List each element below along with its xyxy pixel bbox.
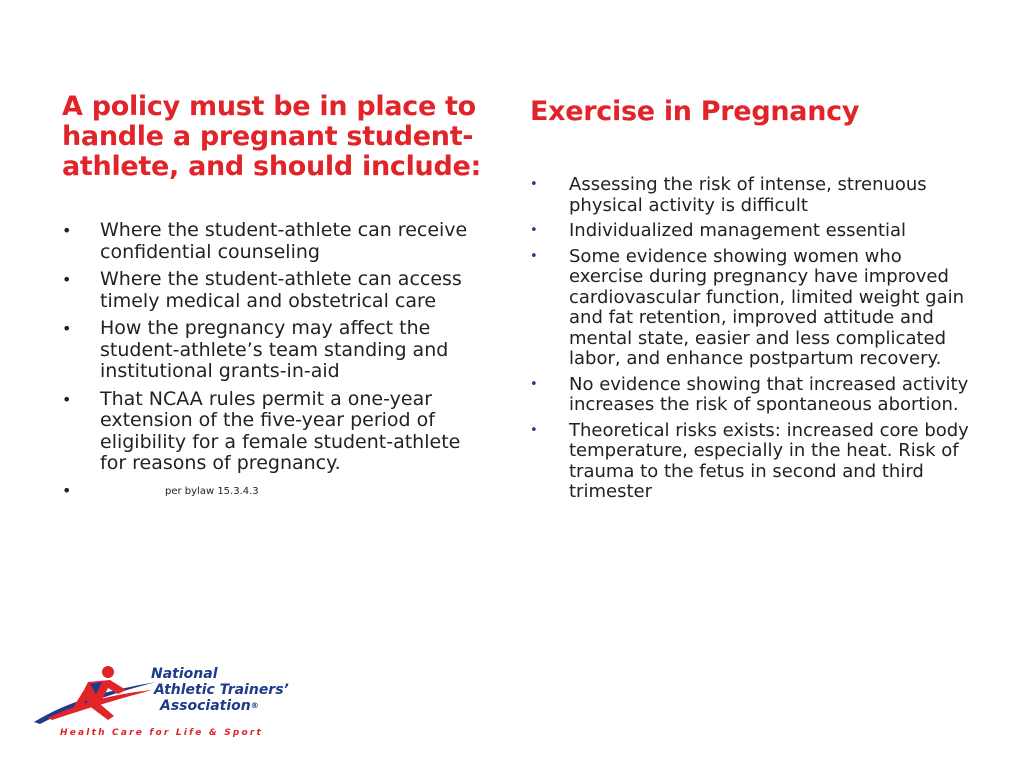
citation: per bylaw 15.3.4.3 — [165, 485, 259, 497]
bullet-icon: • — [62, 389, 72, 409]
bullet-icon: • — [530, 376, 538, 392]
right-heading: Exercise in Pregnancy — [530, 96, 860, 127]
bullet-icon: • — [62, 270, 72, 289]
list-item: • Where the student-athlete can access timely medical and obstetrical care — [62, 268, 462, 312]
logo-line-3: Association® — [160, 698, 259, 714]
bullet-icon: • — [530, 177, 538, 192]
logo-line-1: National — [151, 666, 218, 682]
right-bullet-list — [530, 175, 970, 503]
list-item: • Assessing the risk of intense, strenuous physical activity is difficult — [530, 174, 927, 216]
bullet-icon: • — [62, 480, 72, 500]
bullet-icon: • — [530, 223, 538, 238]
nata-logo — [30, 660, 320, 740]
left-column — [62, 92, 487, 501]
list-item: • No evidence showing that increased activity increases the risk of spontaneous abortion. — [530, 373, 969, 415]
list-item: • Theoretical risks exists: increased core body temperature, especially in the heat. Risk of trauma to the fetus in second and third trimester — [530, 419, 969, 502]
athlete-swoosh-icon — [30, 660, 160, 730]
left-bullet-list — [62, 220, 487, 475]
list-item: • Individualized management essential — [530, 220, 907, 241]
logo-line-2: Athletic Trainers’ — [154, 682, 289, 698]
bullet-icon: • — [530, 422, 538, 438]
registered-mark: ® — [250, 701, 259, 710]
list-item: • Some evidence showing women who exercise during pregnancy have improved cardiovascular function, limited weight gain and fat retention, improved attitude and mental state, easier and less complicated labor, and enhance postpartum recovery. — [530, 245, 965, 369]
bullet-icon: • — [62, 319, 72, 338]
left-heading: A policy must be in place to handle a pregnant student-athlete, and should include: — [62, 91, 481, 182]
logo-tagline: Health Care for Life & Sport — [60, 728, 264, 738]
list-item: • Where the student-athlete can receive confidential counseling — [62, 219, 468, 263]
list-item: • How the pregnancy may affect the student-athlete’s team standing and institutional grants-in-aid — [62, 317, 449, 382]
bullet-icon: • — [62, 221, 72, 240]
right-column — [530, 95, 970, 508]
citation-row — [62, 481, 487, 501]
bullet-icon: • — [530, 248, 538, 264]
list-item: • That NCAA rules permit a one-year extension of the five-year period of eligibility for a female student-athlete for reasons of pregnancy. — [62, 387, 461, 474]
